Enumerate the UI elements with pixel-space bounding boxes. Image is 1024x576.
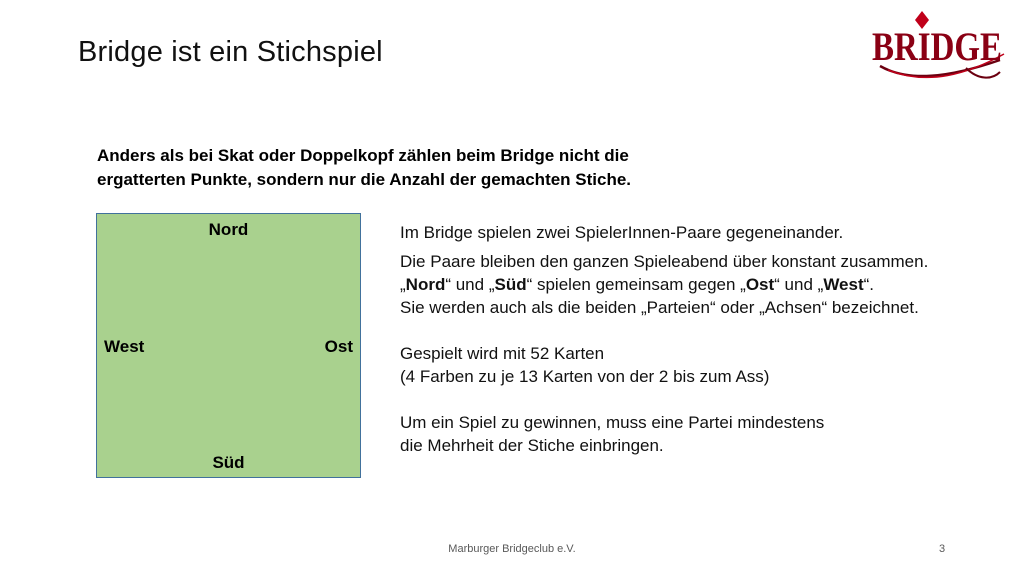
- body-line-5: Gespielt wird mit 52 Karten: [400, 344, 605, 363]
- body-line-8: die Mehrheit der Stiche einbringen.: [400, 436, 664, 455]
- east-label: Ost: [324, 337, 353, 356]
- nord-bold: Nord: [405, 275, 446, 294]
- quote-open: „: [400, 275, 406, 294]
- ost-bold: Ost: [745, 275, 775, 294]
- footer-text: Marburger Bridgeclub e.V.: [448, 543, 576, 555]
- body-text: [400, 221, 1000, 457]
- body-line-4: Sie werden auch als die beiden „Parteien“ oder „Achsen“ bezeichnet.: [400, 298, 919, 317]
- west-label: West: [104, 337, 145, 356]
- logo-text: BRIDGE: [872, 24, 1002, 69]
- connector-4: “.: [863, 275, 875, 294]
- page-number: 3: [938, 543, 946, 555]
- body-line-6: (4 Farben zu je 13 Karten von der 2 bis zum Ass): [400, 367, 770, 386]
- connector-2: “ spielen gemeinsam gegen „: [526, 275, 746, 294]
- sued-bold: Süd: [494, 275, 527, 294]
- bridge-logo: [868, 8, 1008, 86]
- north-label: Nord: [208, 220, 249, 239]
- body-line-3: [400, 273, 1000, 296]
- body-line-1: Im Bridge spielen zwei SpielerInnen-Paare gegeneinander.: [400, 223, 844, 242]
- south-label: Süd: [212, 453, 245, 472]
- connector-1: “ und „: [445, 275, 495, 294]
- connector-3: “ und „: [774, 275, 824, 294]
- body-line-2: Die Paare bleiben den ganzen Spieleabend über konstant zusammen.: [400, 252, 929, 271]
- body-line-7: Um ein Spiel zu gewinnen, muss eine Partei mindestens: [400, 413, 825, 432]
- west-bold: West: [823, 275, 864, 294]
- table-diagram: [96, 213, 361, 478]
- intro-text: [97, 144, 717, 192]
- page-title: Bridge ist ein Stichspiel: [78, 36, 383, 68]
- intro-line-2: ergatterten Punkte, sondern nur die Anzahl der gemachten Stiche.: [97, 170, 632, 189]
- intro-line-1: Anders als bei Skat oder Doppelkopf zählen beim Bridge nicht die: [97, 146, 629, 165]
